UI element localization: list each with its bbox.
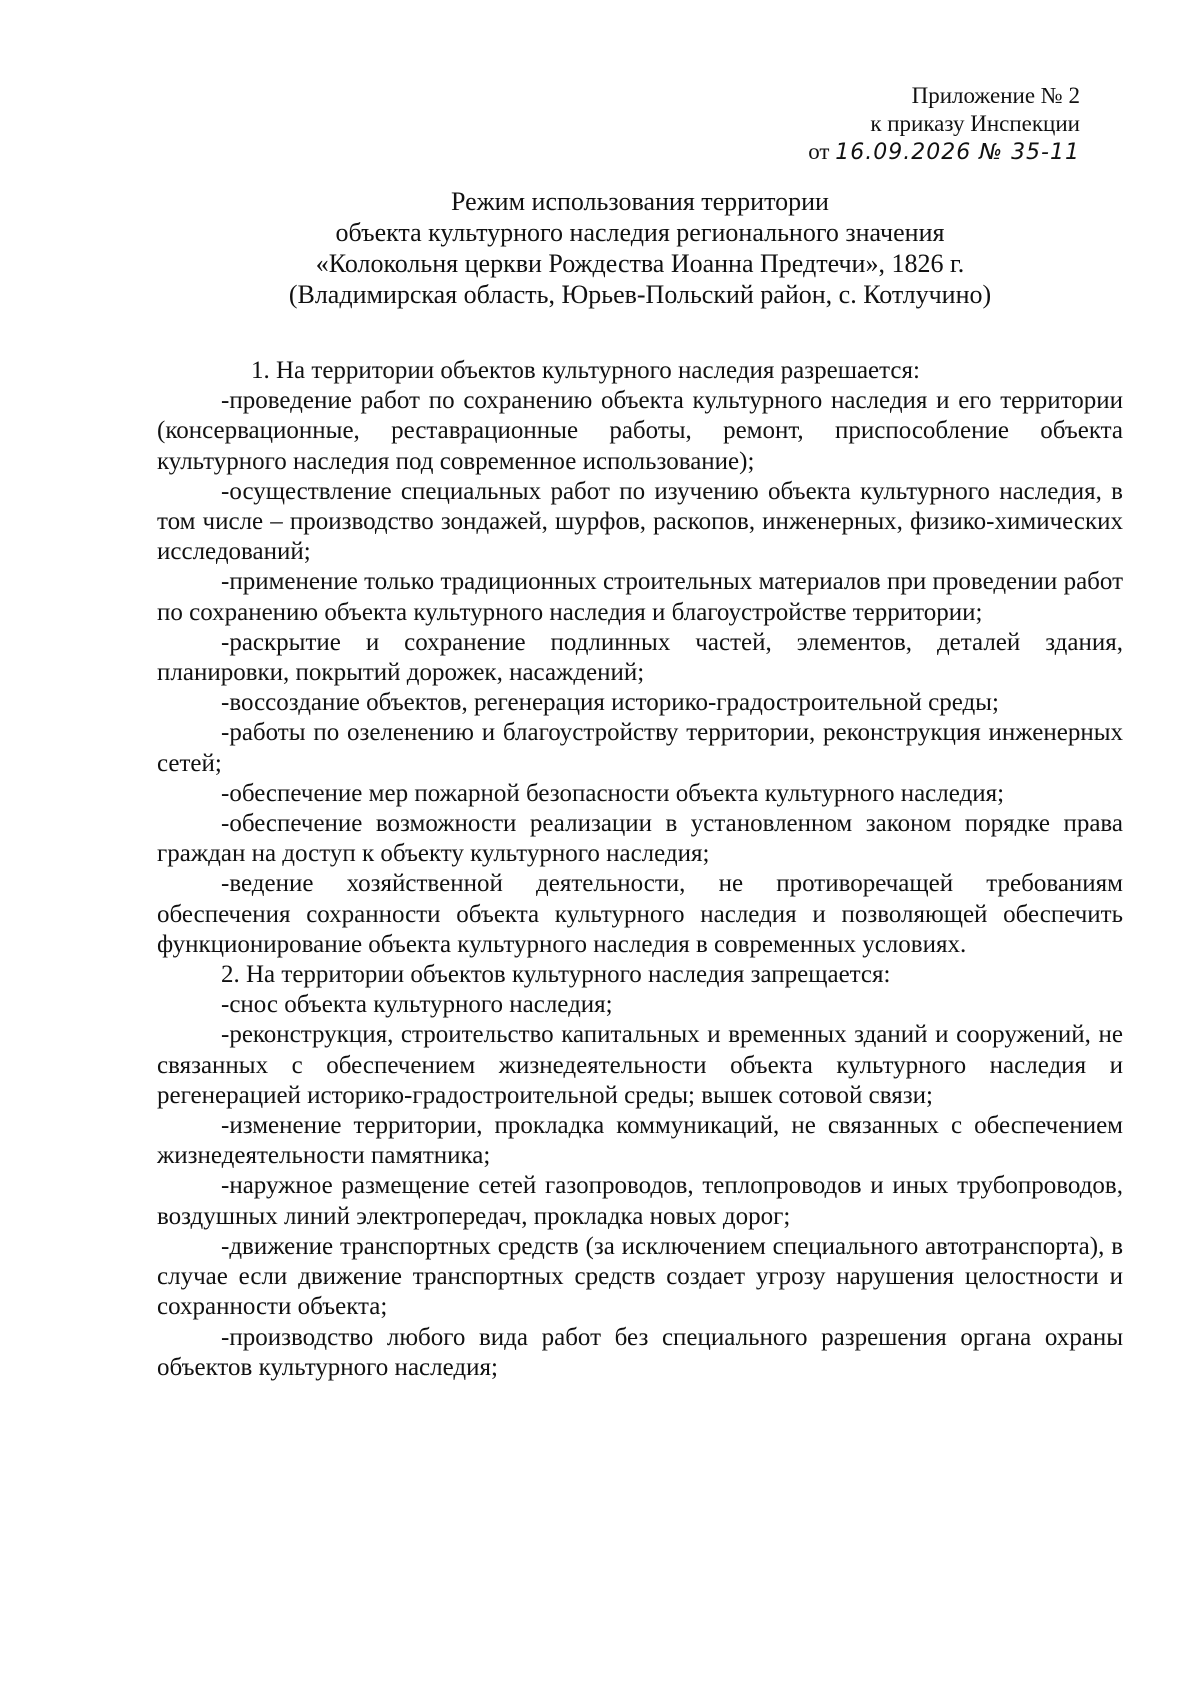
permitted-item: -воссоздание объектов, регенерация историко-градостроительной среды; bbox=[221, 689, 999, 717]
permitted-item: -обеспечение мер пожарной безопасности объекта культурного наследия; bbox=[221, 779, 1005, 807]
appendix-date-prefix: от bbox=[808, 139, 830, 164]
title-line-2: объекта культурного наследия регионального значения bbox=[335, 218, 945, 247]
prohibited-item: -производство любого вида работ без специального разрешения органа охраны объектов культурного наследия; bbox=[157, 1323, 1123, 1381]
title-line-1: Режим использования территории bbox=[451, 187, 829, 216]
section-1-heading: 1. На территории объектов культурного наследия разрешается: bbox=[251, 357, 920, 384]
prohibited-item: -изменение территории, прокладка коммуникаций, не связанных с обеспечением жизнедеятельности памятника; bbox=[157, 1112, 1123, 1170]
document-title bbox=[160, 186, 1120, 310]
prohibited-item: -наружное размещение сетей газопроводов, теплопроводов и иных трубопроводов, воздушных линий электропередач, прокладка новых дорог; bbox=[157, 1172, 1123, 1230]
prohibited-item: -снос объекта культурного наследия; bbox=[221, 991, 613, 1019]
permitted-item: -раскрытие и сохранение подлинных частей, элементов, деталей здания, планировки, покрытий дорожек, насаждений; bbox=[157, 628, 1123, 687]
permitted-item: -проведение работ по сохранению объекта культурного наследия и его территории (консервационные, реставрационные работы, ремонт, приспособление объекта культурного наследия под современное использование); bbox=[157, 387, 1123, 475]
title-line-3: «Колокольня церкви Рождества Иоанна Предтечи», 1826 г. bbox=[315, 249, 965, 278]
permitted-item: -ведение хозяйственной деятельности, не противоречащей требованиям обеспечения сохранности объекта культурного наследия и позволяющей обеспечить функционирование объекта культурного наследия в современных условиях. bbox=[157, 870, 1123, 958]
handwritten-date-number: 16.09.2026 № 35-11 bbox=[835, 140, 1080, 165]
permitted-item: -обеспечение возможности реализации в установленном законом порядке права граждан на доступ к объекту культурного наследия; bbox=[157, 810, 1123, 868]
appendix-reference bbox=[808, 82, 1080, 167]
appendix-date-line bbox=[808, 138, 1080, 167]
section-2-heading: 2. На территории объектов культурного наследия запрещается: bbox=[221, 961, 891, 989]
document-body bbox=[157, 356, 1123, 1383]
appendix-number: Приложение № 2 bbox=[911, 83, 1080, 108]
prohibited-item: -реконструкция, строительство капитальных и временных зданий и сооружений, не связанных с обеспечением жизнедеятельности объекта культурного наследия и регенерацией историко-градостроительной среды; вышек сотовой связи; bbox=[157, 1021, 1123, 1109]
prohibited-item: -движение транспортных средств (за исключением специального автотранспорта), в случае если движение транспортных средств создает угрозу нарушения целостности и сохранности объекта; bbox=[157, 1232, 1123, 1321]
title-line-4: (Владимирская область, Юрьев-Польский район, с. Котлучино) bbox=[288, 280, 992, 309]
permitted-item: -работы по озеленению и благоустройству территории, реконструкция инженерных сетей; bbox=[157, 719, 1123, 777]
permitted-item: -применение только традиционных строительных материалов при проведении работ по сохранению объекта культурного наследия и благоустройстве территории; bbox=[157, 568, 1123, 626]
permitted-item: -осуществление специальных работ по изучению объекта культурного наследия, в том числе – производство зондажей, шурфов, раскопов, инженерных, физико-химических исследований; bbox=[157, 477, 1123, 566]
appendix-order-ref: к приказу Инспекции bbox=[870, 111, 1080, 136]
